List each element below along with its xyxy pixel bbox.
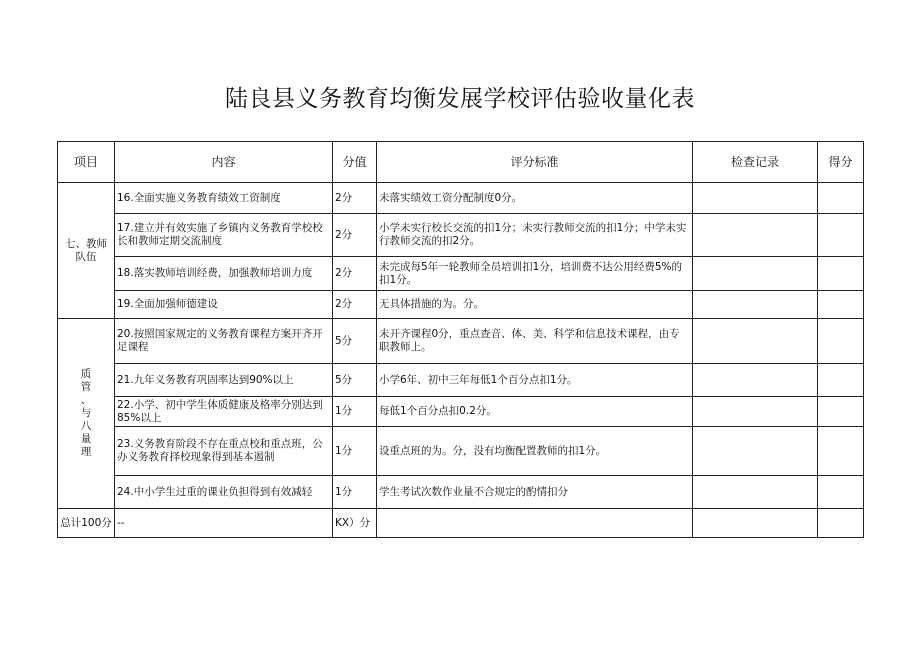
content-cell: 17.建立并有效实施了乡镇内义务教育学校校长和教师定期交流制度 bbox=[115, 214, 333, 257]
record-cell[interactable] bbox=[693, 319, 818, 364]
total-content: -- bbox=[115, 509, 333, 538]
content-cell: 23.义务教育阶段不存在重点校和重点班，公办义务教育择校现象得到基本遏制 bbox=[115, 427, 333, 476]
content-cell: 18.落实教师培训经费，加强教师培训力度 bbox=[115, 257, 333, 291]
score-cell: 1分 bbox=[333, 397, 377, 427]
header-criteria: 评分标准 bbox=[377, 142, 693, 183]
points-cell[interactable] bbox=[818, 476, 864, 509]
score-cell: 1分 bbox=[333, 476, 377, 509]
total-label: 总计100分 bbox=[58, 509, 115, 538]
content-cell: 24.中小学生过重的课业负担得到有效减轻 bbox=[115, 476, 333, 509]
record-cell[interactable] bbox=[693, 476, 818, 509]
score-cell: 2分 bbox=[333, 183, 377, 214]
header-item: 项目 bbox=[58, 142, 115, 183]
table-row bbox=[58, 183, 864, 214]
table-row bbox=[58, 476, 864, 509]
header-score: 分值 bbox=[333, 142, 377, 183]
record-cell[interactable] bbox=[693, 291, 818, 319]
total-record[interactable] bbox=[693, 509, 818, 538]
total-row bbox=[58, 509, 864, 538]
criteria-cell: 未完成每5年一轮教师全员培训扣1分，培训费不达公用经费5%的扣1分。 bbox=[377, 257, 693, 291]
record-cell[interactable] bbox=[693, 427, 818, 476]
record-cell[interactable] bbox=[693, 364, 818, 397]
points-cell[interactable] bbox=[818, 397, 864, 427]
record-cell[interactable] bbox=[693, 214, 818, 257]
total-score: KX）分 bbox=[333, 509, 377, 538]
points-cell[interactable] bbox=[818, 214, 864, 257]
header-points: 得分 bbox=[818, 142, 864, 183]
table-row bbox=[58, 214, 864, 257]
table-row bbox=[58, 427, 864, 476]
header-row bbox=[58, 142, 864, 183]
content-cell: 16.全面实施义务教育绩效工资制度 bbox=[115, 183, 333, 214]
score-cell: 5分 bbox=[333, 319, 377, 364]
points-cell[interactable] bbox=[818, 319, 864, 364]
points-cell[interactable] bbox=[818, 183, 864, 214]
content-cell: 22.小学、初中学生体质健康及格率分别达到85%以上 bbox=[115, 397, 333, 427]
total-points[interactable] bbox=[818, 509, 864, 538]
points-cell[interactable] bbox=[818, 427, 864, 476]
score-cell: 1分 bbox=[333, 427, 377, 476]
score-cell: 2分 bbox=[333, 291, 377, 319]
table-row bbox=[58, 319, 864, 364]
points-cell[interactable] bbox=[818, 364, 864, 397]
criteria-cell: 小学6年、初中三年每低1个百分点扣1分。 bbox=[377, 364, 693, 397]
content-cell: 20.按照国家规定的义务教育课程方案开齐开足课程 bbox=[115, 319, 333, 364]
content-cell: 19.全面加强师德建设 bbox=[115, 291, 333, 319]
header-content: 内容 bbox=[115, 142, 333, 183]
category-quality: 质 管 、 与 八 量 理 bbox=[58, 319, 115, 509]
total-criteria bbox=[377, 509, 693, 538]
points-cell[interactable] bbox=[818, 257, 864, 291]
record-cell[interactable] bbox=[693, 397, 818, 427]
table-row bbox=[58, 364, 864, 397]
score-cell: 2分 bbox=[333, 214, 377, 257]
record-cell[interactable] bbox=[693, 257, 818, 291]
criteria-cell: 小学未实行校长交流的扣1分；未实行教师交流的扣1分；中学未实行教师交流的扣2分。 bbox=[377, 214, 693, 257]
score-cell: 5分 bbox=[333, 364, 377, 397]
content-cell: 21.九年义务教育巩固率达到90%以上 bbox=[115, 364, 333, 397]
criteria-cell: 未落实绩效工资分配制度0分。 bbox=[377, 183, 693, 214]
criteria-cell: 学生考试次数作业量不合规定的酌情扣分 bbox=[377, 476, 693, 509]
table-row bbox=[58, 257, 864, 291]
criteria-cell: 每低1个百分点扣0.2分。 bbox=[377, 397, 693, 427]
criteria-cell: 无具体措施的为。分。 bbox=[377, 291, 693, 319]
criteria-cell: 未开齐课程0分，重点查音、体、美、科学和信息技术课程，由专职教师上。 bbox=[377, 319, 693, 364]
evaluation-table bbox=[57, 141, 864, 538]
category-teachers: 七、教师队伍 bbox=[58, 183, 115, 319]
table-row bbox=[58, 397, 864, 427]
score-cell: 2分 bbox=[333, 257, 377, 291]
criteria-cell: 设重点班的为。分，没有均衡配置教师的扣1分。 bbox=[377, 427, 693, 476]
record-cell[interactable] bbox=[693, 183, 818, 214]
table-row bbox=[58, 291, 864, 319]
points-cell[interactable] bbox=[818, 291, 864, 319]
header-record: 检查记录 bbox=[693, 142, 818, 183]
page-title: 陆良县义务教育均衡发展学校评估验收量化表 bbox=[225, 86, 695, 112]
